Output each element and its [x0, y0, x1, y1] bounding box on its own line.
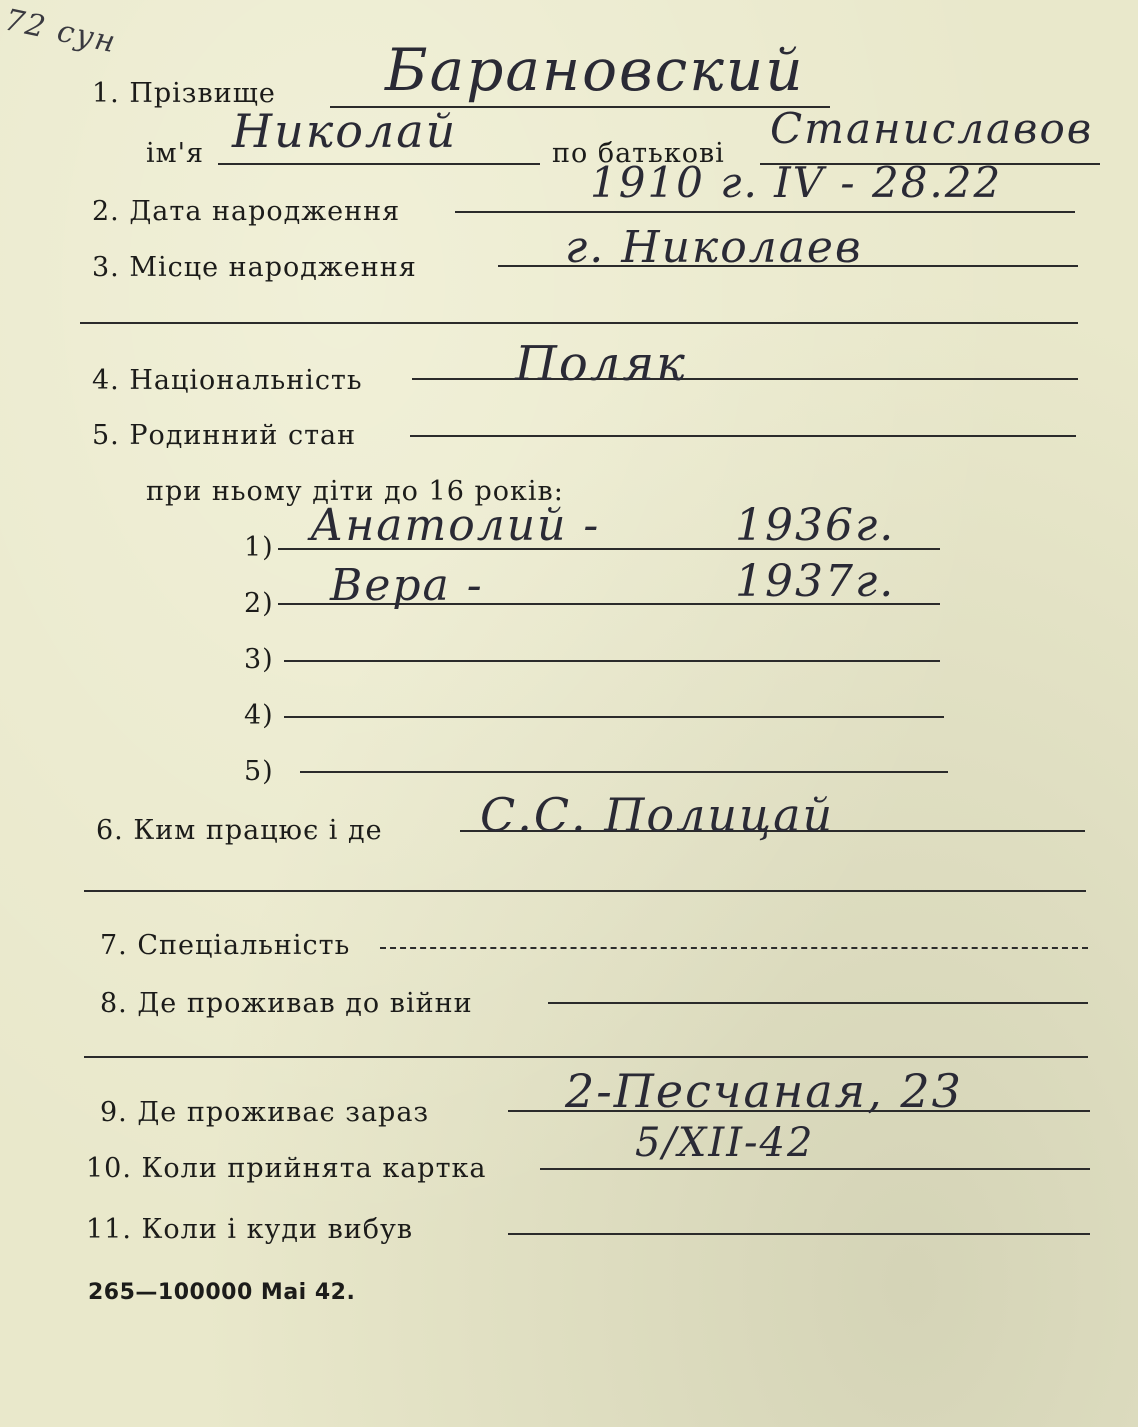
corner-pencil-note: 72 сун [1, 2, 121, 61]
workplace-label: 6. Ким працює і де [96, 815, 383, 846]
surname-label: 1. Прізвище [92, 78, 276, 109]
child-1-num: 1) [244, 532, 274, 563]
patronymic-label: по батькові [552, 138, 725, 169]
marital-status-label: 5. Родинний стан [92, 420, 357, 451]
child-3-line [284, 660, 940, 662]
departed-label: 11. Коли і куди вибув [86, 1214, 414, 1245]
child-4-num: 4) [244, 700, 274, 731]
birth-date-line [455, 211, 1075, 213]
current-residence-value[interactable]: 2-Песчаная, 23 [565, 1064, 963, 1118]
marital-status-line [410, 435, 1076, 437]
birth-place-value[interactable]: г. Николаев [565, 222, 863, 273]
first-name-label: ім'я [146, 138, 205, 169]
child-5-line [300, 771, 948, 773]
child-4-line [284, 716, 944, 718]
workplace-line-2 [84, 890, 1086, 892]
child-1-year[interactable]: 1936г. [735, 500, 896, 551]
birth-place-line-2 [80, 322, 1078, 324]
birth-date-label: 2. Дата народження [92, 196, 401, 227]
prewar-residence-line-2 [84, 1056, 1088, 1058]
prewar-residence-label: 8. Де проживав до війни [100, 988, 473, 1019]
birth-place-label: 3. Місце народження [92, 252, 417, 283]
nationality-value[interactable]: Поляк [515, 336, 687, 392]
print-imprint: 265—100000 Mai 42. [88, 1280, 356, 1305]
nationality-line [412, 378, 1078, 380]
child-2-year[interactable]: 1937г. [735, 556, 896, 607]
first-name-value[interactable]: Николай [232, 104, 458, 158]
child-2-name[interactable]: Вера - [330, 560, 484, 611]
prewar-residence-line [548, 1002, 1088, 1004]
child-5-num: 5) [244, 756, 274, 787]
patronymic-value[interactable]: Станиславов [770, 104, 1094, 153]
current-residence-label: 9. Де проживає зараз [100, 1097, 430, 1128]
child-3-num: 3) [244, 644, 274, 675]
first-name-line [218, 163, 540, 165]
birth-date-value[interactable]: 1910 г. IV - 28.22 [590, 158, 1003, 207]
specialty-line [380, 947, 1088, 949]
children-header: при ньому діти до 16 років: [146, 476, 564, 507]
departed-line [508, 1233, 1090, 1235]
surname-value[interactable]: Барановский [385, 36, 805, 104]
card-accepted-label: 10. Коли прийнята картка [86, 1153, 487, 1184]
card-accepted-line [540, 1168, 1090, 1170]
child-1-name[interactable]: Анатолий - [310, 500, 601, 551]
specialty-label: 7. Спеціальність [100, 930, 351, 961]
card-accepted-value[interactable]: 5/XII-42 [635, 1120, 815, 1166]
child-2-num: 2) [244, 588, 274, 619]
workplace-value[interactable]: С.С. Полицай [480, 788, 835, 842]
nationality-label: 4. Національність [92, 365, 363, 396]
